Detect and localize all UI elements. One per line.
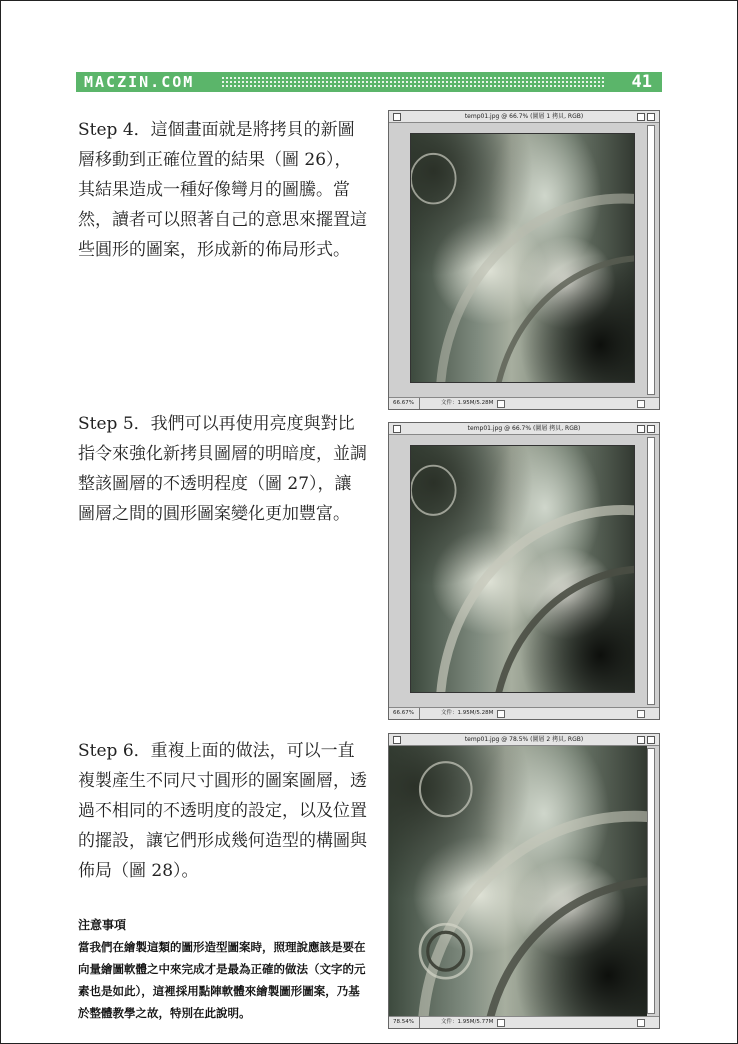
zoom-box-icon[interactable] — [637, 736, 645, 744]
step-6-paragraph: Step 6．重複上面的做法，可以一直複製產生不同尺寸圓形的圖案圖層，透過不相同的不透明度的設定，以及位置的擺設，讓它們形成幾何造型的構圖與佈局（圖 28）。 — [78, 741, 367, 881]
document-size: 文件：1.95M/5.77M — [441, 1019, 494, 1025]
window-title: temp01.jpg @ 66.7% (圖層 拷貝, RGB) — [467, 425, 581, 432]
image-canvas[interactable] — [410, 133, 635, 383]
header-dot-pattern — [221, 76, 606, 88]
window-title: temp01.jpg @ 78.5% (圖層 2 拷貝, RGB) — [464, 736, 584, 743]
status-bar — [389, 1016, 659, 1028]
circle-artwork — [411, 134, 634, 382]
circle-artwork — [411, 446, 634, 692]
document-size: 文件：1.95M/5.28M — [441, 710, 494, 716]
step-5-paragraph: Step 5．我們可以再使用亮度與對比指令來強化新拷貝圖層的明暗度，並調整該圖層的不透明程度（圖 27），讓圖層之間的圓形圖案變化更加豐富。 — [78, 414, 367, 524]
image-canvas[interactable] — [389, 746, 647, 1016]
zoom-level[interactable]: 66.67% — [393, 398, 420, 409]
status-bar — [389, 707, 659, 719]
photoshop-window-fig26[interactable] — [388, 110, 660, 410]
page-header-bar — [76, 72, 662, 92]
window-title: temp01.jpg @ 66.7% (圖層 1 拷貝, RGB) — [464, 113, 584, 120]
collapse-box-icon[interactable] — [647, 425, 655, 433]
document-size: 文件：1.95M/5.28M — [441, 400, 494, 406]
note-title: 注意事項 — [78, 918, 127, 932]
collapse-box-icon[interactable] — [647, 113, 655, 121]
photoshop-window-fig27[interactable] — [388, 422, 660, 720]
magazine-logo: MACZIN.COM — [84, 73, 195, 91]
photoshop-window-fig28[interactable] — [388, 733, 660, 1029]
scroll-left-icon[interactable] — [637, 710, 645, 718]
zoom-level[interactable]: 78.54% — [393, 1017, 420, 1028]
vertical-scrollbar[interactable] — [647, 748, 655, 1014]
status-arrow-icon[interactable] — [497, 710, 505, 718]
status-arrow-icon[interactable] — [497, 400, 505, 408]
vertical-scrollbar[interactable] — [647, 437, 655, 705]
window-titlebar[interactable] — [389, 423, 659, 435]
zoom-level[interactable]: 66.67% — [393, 708, 420, 719]
step-4-paragraph: Step 4．這個畫面就是將拷貝的新圖層移動到正確位置的結果（圖 26），其結果造成一種好像彎月的圖騰。當然，讀者可以照著自己的意思來擺置這些圓形的圖案，形成新的佈局形式。 — [78, 120, 367, 260]
collapse-box-icon[interactable] — [647, 736, 655, 744]
circle-artwork — [389, 746, 647, 1016]
zoom-box-icon[interactable] — [637, 425, 645, 433]
page-number: 41 — [631, 72, 652, 92]
status-bar — [389, 397, 659, 409]
image-canvas[interactable] — [410, 445, 635, 693]
window-titlebar[interactable] — [389, 111, 659, 123]
scroll-left-icon[interactable] — [637, 400, 645, 408]
status-arrow-icon[interactable] — [497, 1019, 505, 1027]
note-body: 當我們在繪製這類的圖形造型圖案時，照理說應該是要在向量繪圖軟體之中來完成才是最為正確的做法（文字的元素也是如此），這裡採用點陣軟體來繪製圖形圖案，乃基於整體教學之故，特別在此說明。 — [78, 940, 366, 1020]
window-titlebar[interactable] — [389, 734, 659, 746]
zoom-box-icon[interactable] — [637, 113, 645, 121]
vertical-scrollbar[interactable] — [647, 125, 655, 395]
scroll-left-icon[interactable] — [637, 1019, 645, 1027]
